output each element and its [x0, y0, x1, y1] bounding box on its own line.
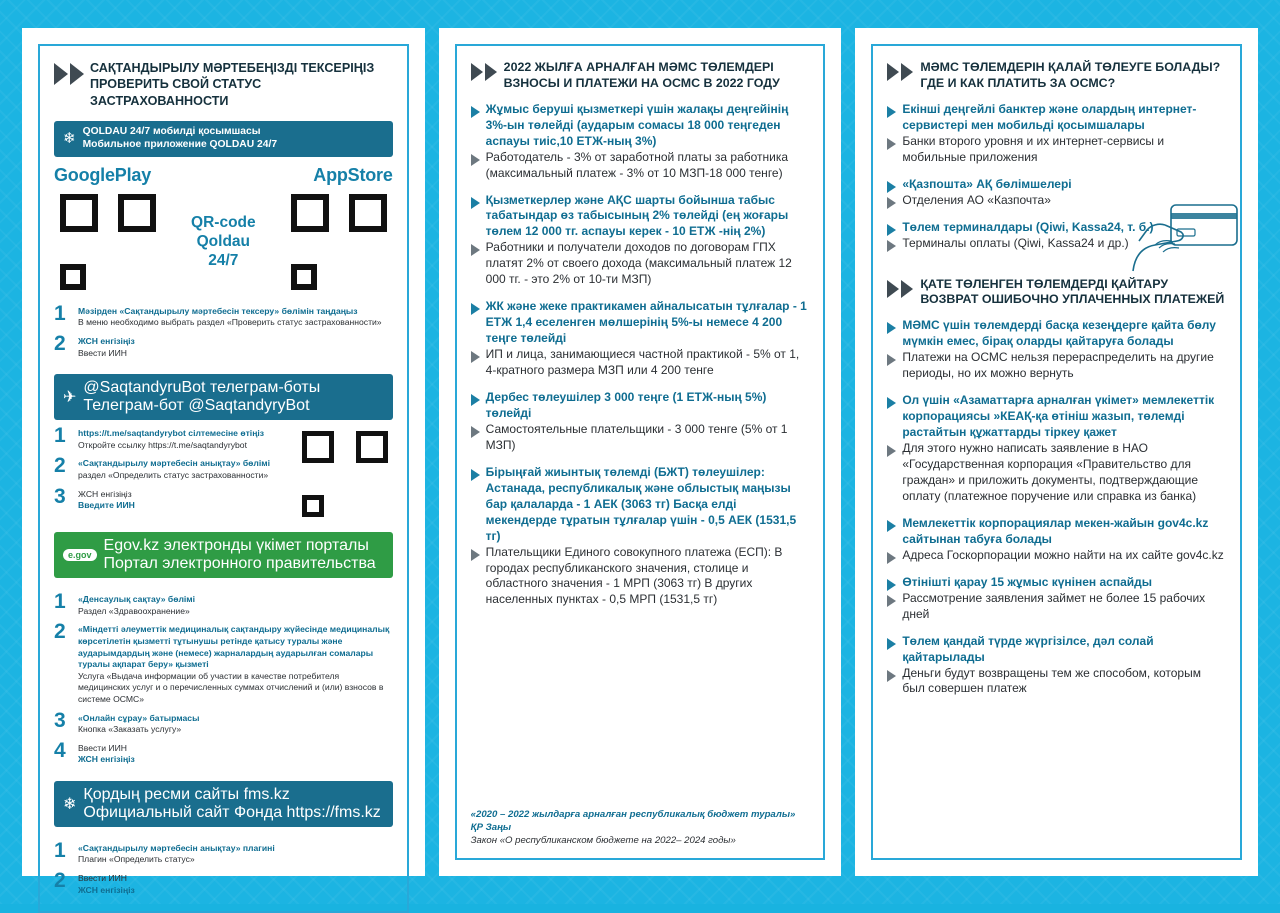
step-number: 2 [54, 454, 66, 478]
column2-footnote [471, 799, 810, 848]
list-item [471, 193, 810, 289]
step-text-kz: «Сақтандырылу мәртебесін анықтау» плагині [78, 842, 275, 853]
triangle-bullet-icon [887, 240, 896, 252]
list-item [887, 634, 1226, 698]
qoldau-badge-kz: QOLDAU 24/7 мобилді қосымшасы [82, 126, 261, 138]
column-check-status [22, 28, 425, 895]
triangle-bullet-icon [887, 181, 896, 193]
step-text-ru: Ввести ИИН [78, 742, 127, 753]
triangle-bullet-icon [471, 154, 480, 166]
triangle-bullet-icon [887, 322, 896, 334]
triangle-bullet-icon [887, 579, 896, 591]
item-text-ru: Платежи на ОСМС нельзя перераспределить на другие периоды, но их можно вернуть [902, 350, 1214, 381]
step-item [54, 838, 393, 866]
item-text-ru: Адреса Госкорпорации можно найти на их сайте gov4c.kz [902, 547, 1224, 562]
column3-header2-ru: ВОЗВРАТ ОШИБОЧНО УПЛАЧЕННЫХ ПЛАТЕЖЕЙ [920, 292, 1225, 307]
item-text-kz: Төлем қандай түрде жүргізілсе, дәл солай қайтарылады [902, 633, 1154, 664]
step-text-kz: «Денсаулық сақтау» бөлімі [78, 594, 196, 605]
list-item [471, 102, 810, 182]
step-text-ru: Ввести ИИН [78, 873, 127, 884]
egov-badge-kz: Egov.kz электронды үкімет порталы [103, 537, 369, 555]
triangle-bullet-icon [887, 520, 896, 532]
column-payments-2022 [439, 28, 842, 876]
double-triangle-icon [887, 60, 913, 81]
googleplay-label: GooglePlay [54, 164, 152, 185]
item-text-ru: Для этого нужно написать заявление в НАО «Государственная корпорация «Правительство для граждан» и приложить документы, подтверждающие оплату (платежное поручение или справка из банка) [902, 440, 1199, 503]
fms-steps [54, 838, 393, 901]
triangle-bullet-icon [887, 445, 896, 457]
step-item [54, 708, 393, 736]
item-text-kz: МӘМС үшін төлемдерді басқа кезеңдерге қайта бөлу мүмкін емес, бірақ оларды қайтаруға болады [902, 318, 1216, 349]
item-text-kz: Төлем терминалдары (Qiwi, Kassa24, т. б.) [902, 219, 1154, 234]
qoldau-steps [54, 301, 393, 364]
qoldau-badge-ru: Мобильное приложение QOLDAU 24/7 [82, 138, 278, 150]
step-text-kz: ЖСН енгізіңіз [78, 884, 135, 895]
item-text-ru: ИП и лица, занимающиеся частной практикой - 5% от 1, 4-кратного размера МЗП или 4 200 тенге [485, 347, 800, 378]
footnote-ru: Закон «О республиканском бюджете на 2022– 2024 годы» [470, 835, 736, 847]
telegram-badge [54, 374, 393, 420]
column3-header1-ru: ГДЕ И КАК ПЛАТИТЬ ЗА ОСМС? [920, 75, 1116, 90]
qr-caption-line1: QR-code [191, 213, 256, 231]
step-number: 1 [54, 424, 66, 448]
list-item [887, 102, 1226, 166]
appstore-label: AppStore [313, 164, 393, 185]
step-number: 1 [54, 590, 66, 614]
step-text-kz: «Міндетті әлеуметтік медициналық сақтандыру жүйесінде медициналық көрсетілетін қызметті тұтынушы ретінде қатысу туралы және аударымдардың және (немесе) жарналардың аударылған сомалары туралы ақпарат беру» қызметі [78, 624, 390, 670]
item-text-ru: Работники и получатели доходов по договорам ГПХ платят 2% от своего дохода (максимальный платеж 12 000 тг. - это 2% от 10-ти МЗП) [485, 240, 792, 287]
step-number: 2 [54, 620, 66, 644]
store-names [54, 165, 393, 186]
fms-badge [54, 781, 393, 827]
item-text-kz: Жұмыс беруші қызметкері үшін жалақы деңгейінің 3%-ын төлейді (аударым сомасы 18 000 теңгеден аспауы тиіс,10 ЕТЖ-ның 3%) [485, 101, 789, 148]
triangle-bullet-icon [471, 106, 480, 118]
item-text-kz: Екінші деңгейлі банктер және олардың интернет-сервистері мен мобильді қосымшалары [902, 101, 1197, 132]
triangle-bullet-icon [471, 303, 480, 315]
list-item [887, 220, 1226, 252]
item-text-kz: Өтінішті қарау 15 жұмыс күнінен аспайды [902, 574, 1152, 589]
item-text-kz: Ол үшін «Азаматтарға арналған үкімет» мемлекеттік корпорациясы »КЕАҚ-қа өтініш жазып, төлемді растайтын құжаттарды тіркеу қажет [902, 393, 1215, 440]
step-text-ru: Кнопка «Заказать услугу» [78, 724, 182, 735]
triangle-bullet-icon [887, 224, 896, 236]
triangle-bullet-icon [471, 351, 480, 363]
column3-header-2 [887, 277, 1226, 309]
step-item [54, 484, 287, 512]
step-text-kz: ЖСН енгізіңіз [78, 335, 135, 346]
list-item [887, 177, 1226, 209]
item-text-ru: Самостоятельные плательщики - 3 000 тенге (5% от 1 МЗП) [485, 421, 788, 452]
triangle-bullet-icon [887, 106, 896, 118]
qr-row [54, 188, 393, 296]
step-text-kz: «Сақтандырылу мәртебесін анықтау» бөлімі [78, 458, 271, 469]
fms-badge-kz: Қордың ресми сайты fms.kz [83, 785, 290, 803]
step-text-kz: «Онлайн сұрау» батырмасы [78, 712, 200, 723]
triangle-bullet-icon [887, 397, 896, 409]
payments-list [471, 102, 810, 620]
step-number: 1 [54, 301, 66, 325]
triangle-bullet-icon [471, 549, 480, 561]
list-item [471, 299, 810, 379]
step-item [54, 592, 393, 617]
step-number: 3 [54, 708, 66, 732]
step-text-kz: https://t.me/saqtandyrybot сілтемесіне өтіңіз [78, 428, 265, 439]
item-text-ru: Банки второго уровня и их интернет-сервисы и мобильные приложения [902, 133, 1165, 164]
column2-header [471, 60, 810, 92]
triangle-bullet-icon [887, 552, 896, 564]
step-item [54, 456, 287, 481]
triangle-bullet-icon [471, 469, 480, 481]
step-text-ru: Откройте ссылку https://t.me/saqtandyrybot [78, 439, 247, 450]
triangle-bullet-icon [471, 426, 480, 438]
step-number: 2 [54, 869, 66, 893]
egov-steps [54, 592, 393, 771]
list-item [887, 516, 1226, 564]
telegram-icon: ✈ [63, 389, 77, 407]
step-text-ru: Раздел «Здравоохранение» [78, 605, 190, 616]
telegram-row [54, 426, 393, 522]
fms-badge-ru: Официальный сайт Фонда https://fms.kz [83, 803, 381, 821]
column2-header-ru: ВЗНОСЫ И ПЛАТЕЖИ НА ОСМС В 2022 ГОДУ [503, 75, 780, 90]
triangle-bullet-icon [887, 197, 896, 209]
triangle-bullet-icon [887, 595, 896, 607]
refund-list [887, 318, 1226, 708]
item-text-kz: ЖК және жеке практикамен айналысатын тұлғалар - 1 ЕТЖ 1,4 еселенген мөлшерінің 5%-ы немесе 4 200 теңге төлейді [485, 299, 807, 346]
triangle-bullet-icon [887, 670, 896, 682]
column-where-to-pay [855, 28, 1258, 876]
step-item [54, 301, 393, 329]
qr-code-googleplay[interactable] [54, 188, 162, 296]
list-item [887, 393, 1226, 505]
telegram-steps [54, 426, 287, 517]
item-text-ru: Рассмотрение заявления займет не более 15 рабочих дней [902, 590, 1206, 621]
step-text-kz: ЖСН енгізіңіз [78, 754, 135, 765]
item-text-kz: «Қазпошта» АҚ бөлімшелері [902, 176, 1072, 191]
triangle-bullet-icon [471, 244, 480, 256]
step-text-kz: Мәзірден «Сақтандырылу мәртебесін тексеру» бөлімін таңдаңыз [78, 305, 358, 316]
double-triangle-icon [471, 60, 497, 81]
item-text-ru: Терминалы оплаты (Qiwi, Kassa24 и др.) [902, 235, 1129, 250]
step-text-kz: Введите ИИН [78, 500, 135, 511]
step-item [54, 622, 393, 705]
qoldau-badge [54, 121, 393, 157]
item-text-kz: Қызметкерлер және АҚС шарты бойынша табыс табатындар өз табысының 2% төлейді (ең жоғары төлем 12 000 тг. аспауы керек - 10 ЕТЖ -нің 2%) [485, 192, 789, 239]
step-text-ru: раздел «Определить статус застрахованности» [78, 469, 269, 480]
telegram-badge-ru: Телеграм-бот @SaqtandyryBot [83, 397, 310, 415]
triangle-bullet-icon [887, 138, 896, 150]
qr-caption-line3: 24/7 [208, 252, 239, 270]
triangle-bullet-icon [471, 197, 480, 209]
step-number: 4 [54, 738, 66, 762]
step-text-ru: В меню необходимо выбрать раздел «Проверить статус застрахованности» [78, 317, 382, 328]
egov-badge-ru: Портал электронного правительства [103, 555, 376, 573]
telegram-badge-kz: @SaqtandyruBot телеграм-боты [83, 379, 321, 397]
step-item [54, 738, 393, 766]
column1-header-kz: САҚТАНДЫРЫЛУ МӘРТЕБЕҢІЗДІ ТЕКСЕРІҢІЗ [90, 61, 375, 75]
where-to-pay-list [887, 102, 1226, 263]
qr-code-telegram[interactable] [297, 426, 393, 522]
step-item [54, 871, 393, 896]
item-text-kz: Мемлекеттік корпорациялар мекен-жайын gov4c.kz сайтынан табуға болады [902, 515, 1209, 546]
egov-logo-icon: e.gov [63, 549, 97, 561]
list-item [471, 465, 810, 609]
step-text-ru: Услуга «Выдача информации об участии в качестве потребителя медицинских услуг и о перечисленных суммах отчислений и (или) взносов в системе ОСМС» [78, 670, 384, 704]
list-item [887, 575, 1226, 623]
double-triangle-icon [887, 277, 913, 298]
triangle-bullet-icon [471, 394, 480, 406]
column3-header-1 [887, 60, 1226, 92]
qr-code-caption [191, 213, 256, 271]
item-text-kz: Бірыңғай жиынтық төлемді (БЖТ) төлеушілер: Астанада, республикалық және облыстық маңызы бар қалаларда - 1 АЕК (3063 тг) Басқа елді мекендерде тұратын тұлғалар үшін - 0,5 АЕК (1531,5 тг) [485, 464, 797, 543]
column2-header-kz: 2022 ЖЫЛҒА АРНАЛҒАН МӘМС ТӨЛЕМДЕРІ [503, 60, 774, 74]
snowflake-icon: ❄ [63, 130, 76, 148]
footnote-kz: «2020 – 2022 жылдарға арналған республикалық бюджет туралы» ҚР Заңы [470, 809, 796, 834]
item-text-ru: Работодатель - 3% от заработной платы за работника (максимальный платеж - 3% от 10 МЗП-18 000 тенге) [485, 149, 789, 180]
egov-badge [54, 532, 393, 578]
qr-code-appstore[interactable] [285, 188, 393, 296]
step-text-ru: Плагин «Определить статус» [78, 854, 195, 865]
step-number: 3 [54, 484, 66, 508]
qr-caption-line2: Qoldau [196, 233, 251, 251]
step-item [54, 426, 287, 451]
step-number: 2 [54, 331, 66, 355]
item-text-kz: Дербес төлеушілер 3 000 теңге (1 ЕТЖ-ның 5%) төлейді [485, 390, 767, 420]
triangle-bullet-icon [887, 638, 896, 650]
step-text-ru: ЖСН енгізіңіз [78, 488, 132, 499]
item-text-ru: Отделения АО «Казпочта» [902, 192, 1051, 207]
list-item [471, 390, 810, 454]
triangle-bullet-icon [887, 354, 896, 366]
column3-header2-kz: ҚАТЕ ТӨЛЕНГЕН ТӨЛЕМДЕРДІ ҚАЙТАРУ [920, 276, 1169, 291]
column1-header-ru: ПРОВЕРИТЬ СВОЙ СТАТУС ЗАСТРАХОВАННОСТИ [90, 77, 262, 108]
double-triangle-icon [54, 60, 84, 85]
step-number: 1 [54, 838, 66, 862]
snowflake-icon: ❄ [63, 795, 77, 813]
item-text-ru: Плательщики Единого совокупного платежа (ЕСП): В городах республиканского значения, столице и областного значения - 1 МРП (3063 тг) В других населенных пунктах - 0,5 МРП (1531,5 тг) [485, 544, 783, 607]
column1-header [54, 60, 393, 109]
step-text-ru: Ввести ИИН [78, 347, 127, 358]
item-text-ru: Деньги будут возвращены тем же способом, которым был совершен платеж [902, 665, 1201, 696]
step-item [54, 331, 393, 359]
column3-header1-kz: МӘМС ТӨЛЕМДЕРІН ҚАЛАЙ ТӨЛЕУГЕ БОЛАДЫ? [920, 60, 1221, 74]
list-item [887, 318, 1226, 382]
